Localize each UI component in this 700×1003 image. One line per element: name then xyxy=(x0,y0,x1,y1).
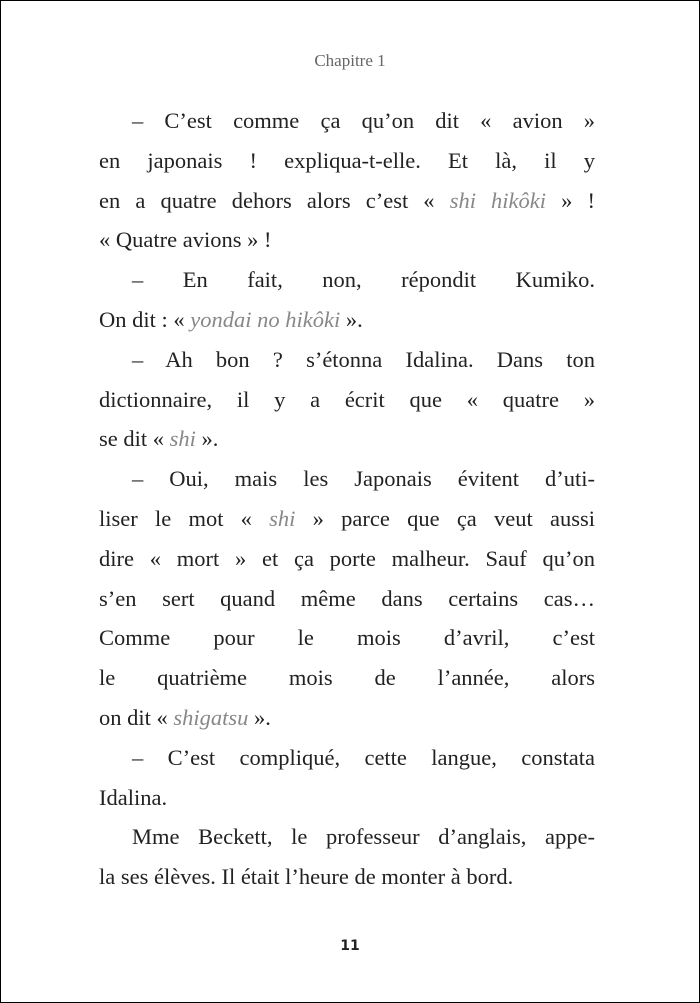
text-segment: – C’est compliqué, cette langue, constata xyxy=(132,744,595,770)
text-segment: « Quatre avions » ! xyxy=(99,227,272,253)
paragraph xyxy=(99,817,595,897)
paragraph xyxy=(99,101,595,260)
paragraph xyxy=(99,260,595,340)
text-line xyxy=(99,101,595,141)
text-segment: – Ah bon ? s’étonna Idalina. Dans ton xyxy=(132,346,595,372)
text-segment: la ses élèves. Il était l’heure de monter à bord. xyxy=(99,864,514,890)
text-segment: Idalina. xyxy=(99,784,168,810)
text-segment: s’en sert quand même dans certains cas… xyxy=(99,585,595,611)
text-line xyxy=(99,340,595,380)
paragraph xyxy=(99,459,595,738)
text-segment: se dit « xyxy=(99,426,170,452)
text-line xyxy=(99,459,595,499)
text-line xyxy=(99,698,595,738)
text-line xyxy=(99,380,595,420)
text-line xyxy=(99,738,595,778)
text-line xyxy=(99,300,595,340)
foreign-word: shi xyxy=(169,426,196,452)
text-segment: ». xyxy=(340,306,363,332)
text-line xyxy=(99,419,595,459)
foreign-word: shigatsu xyxy=(173,704,249,730)
running-header: Chapitre 1 xyxy=(314,51,386,70)
text-line xyxy=(99,181,595,221)
text-segment: dictionnaire, il y a écrit que « quatre » xyxy=(99,386,595,412)
foreign-word: shi hikôki xyxy=(449,187,547,213)
text-segment: – En fait, non, répondit Kumiko. xyxy=(132,267,595,293)
body-text xyxy=(99,101,595,897)
paragraph xyxy=(99,340,595,459)
text-line xyxy=(99,817,595,857)
text-segment: le quatrième mois de l’année, alors xyxy=(99,665,595,691)
text-line xyxy=(99,499,595,539)
text-line xyxy=(99,778,595,818)
text-line xyxy=(99,220,595,260)
page-number: 11 xyxy=(340,938,360,954)
text-line xyxy=(99,260,595,300)
text-segment: – Oui, mais les Japonais évitent d’uti- xyxy=(132,466,595,492)
foreign-word: shi xyxy=(269,505,296,531)
text-segment: On dit : « xyxy=(99,306,191,332)
text-segment: en japonais ! expliqua-t-elle. Et là, il y xyxy=(99,147,595,173)
text-line xyxy=(99,618,595,658)
text-segment: on dit « xyxy=(99,704,174,730)
text-segment: » parce que ça veut aussi xyxy=(295,505,595,531)
text-line xyxy=(99,857,595,897)
text-segment: – C’est comme ça qu’on dit « avion » xyxy=(132,108,595,133)
text-segment: ». xyxy=(248,704,271,730)
text-line xyxy=(99,658,595,698)
text-segment: liser le mot « xyxy=(99,505,270,531)
foreign-word: yondai no hikôki xyxy=(190,306,341,332)
paragraph xyxy=(99,738,595,818)
text-segment: Comme pour le mois d’avril, c’est xyxy=(99,625,595,651)
text-line xyxy=(99,141,595,181)
text-segment: dire « mort » et ça porte malheur. Sauf qu’on xyxy=(99,545,595,571)
text-segment: ». xyxy=(195,426,219,452)
text-segment: en a quatre dehors alors c’est « xyxy=(99,187,450,213)
text-line xyxy=(99,539,595,579)
text-segment: » ! xyxy=(546,187,595,213)
text-segment: Mme Beckett, le professeur d’anglais, appe- xyxy=(132,824,595,850)
text-line xyxy=(99,579,595,619)
